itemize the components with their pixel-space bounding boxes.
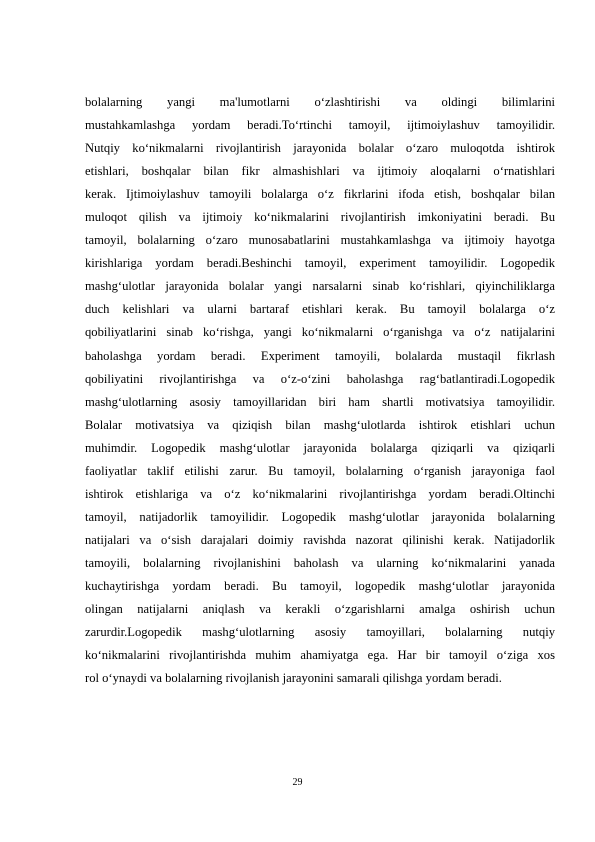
text-line: ishtirok etishlariga va o‘z ko‘nikmalarini rivojlantirishga yordam beradi.Oltinchi <box>85 486 555 501</box>
text-line-last: rol o‘ynaydi va bolalarning rivojlanish jarayonini samarali qilishga yordam beradi. <box>85 671 502 686</box>
text-line: faoliyatlar taklif etilishi zarur. Bu tamoyil, bolalarning o‘rganish jarayoniga faol <box>85 463 555 478</box>
text-line: qobiliyatini rivojlantirishga va o‘z-o‘zini baholashga rag‘batlantiradi.Logopedik <box>85 371 555 386</box>
text-line: ko‘nikmalarini rivojlantirishda muhim ahamiyatga ega. Har bir tamoyil o‘ziga xos <box>85 648 555 663</box>
text-line: duch kelishlari va ularni bartaraf etishlari kerak. Bu tamoyil bolalarga o‘z <box>85 302 555 317</box>
text-line: muhimdir. Logopedik mashg‘ulotlar jarayonida bolalarga qiziqarli va qiziqarli <box>85 440 555 455</box>
text-line: etishlari, boshqalar bilan fikr almashishlari va ijtimoiy aloqalarni o‘rnatishlari <box>85 164 555 179</box>
text-line: zarurdir.Logopedik mashg‘ulotlarning asosiy tamoyillari, bolalarning nutqiy <box>85 625 555 640</box>
text-line: baholashga yordam beradi. Experiment tamoyili, bolalarda mustaqil fikrlash <box>85 348 555 363</box>
text-line: kuchaytirishga yordam beradi. Bu tamoyil, logopedik mashg‘ulotlar jarayonida <box>85 578 555 593</box>
text-line: tamoyil, natijadorlik tamoyilidir. Logopedik mashg‘ulotlar jarayonida bolalarning <box>85 509 555 524</box>
text-line: bolalarning yangi ma'lumotlarni o‘zlashtirishi va oldingi bilimlarini <box>85 95 555 109</box>
text-line: kirishlariga yordam beradi.Beshinchi tamoyil, experiment tamoyilidir. Logopedik <box>85 256 555 271</box>
text-line: tamoyili, bolalarning rivojlanishini baholash va ularning ko‘nikmalarini yanada <box>85 555 555 570</box>
text-line: qobiliyatlarini sinab ko‘rishga, yangi ko‘nikmalarni o‘rganishga va o‘z natijalarini <box>85 325 555 340</box>
page-number: 29 <box>292 777 303 788</box>
text-line: natijalari va o‘sish darajalari doimiy ravishda nazorat qilinishi kerak. Natijadorlik <box>85 532 555 547</box>
text-line: Bolalar motivatsiya va qiziqish bilan mashg‘ulotlarda ishtirok etishlari uchun <box>85 417 555 432</box>
body-text <box>85 91 555 690</box>
text-line: kerak. Ijtimoiylashuv tamoyili bolalarga o‘z fikrlarini ifoda etish, boshqalar bilan <box>85 187 555 202</box>
text-line: mashg‘ulotlarning asosiy tamoyillaridan biri ham shartli motivatsiya tamoyilidir. <box>85 394 555 409</box>
text-line: Nutqiy ko‘nikmalarni rivojlantirish jarayonida bolalar o‘zaro muloqotda ishtirok <box>85 141 555 156</box>
text-line: tamoyil, bolalarning o‘zaro munosabatlarini mustahkamlashga va ijtimoiy hayotga <box>85 233 555 248</box>
text-line: mashg‘ulotlar jarayonida bolalar yangi narsalarni sinab ko‘rishlari, qiyinchiliklarga <box>85 279 555 294</box>
text-line: olingan natijalarni aniqlash va kerakli o‘zgarishlarni amalga oshirish uchun <box>85 602 555 617</box>
text-line: muloqot qilish va ijtimoiy ko‘nikmalarini rivojlantirish imkoniyatini beradi. Bu <box>85 210 555 225</box>
text-line: mustahkamlashga yordam beradi.To‘rtinchi tamoyil, ijtimoiylashuv tamoyilidir. <box>85 118 555 133</box>
